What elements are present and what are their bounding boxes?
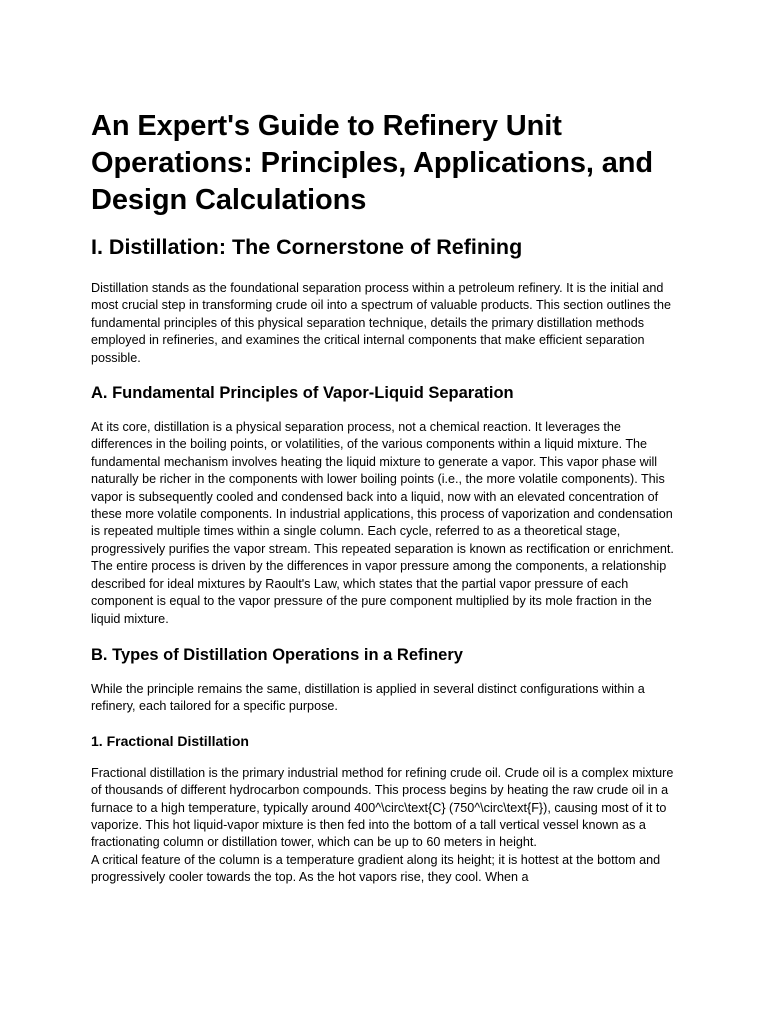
subsection-heading-principles: A. Fundamental Principles of Vapor-Liquid Separation [91,384,514,403]
document-page [91,108,681,887]
fractional-distillation-paragraph-2: A critical feature of the column is a temperature gradient along its height; it is hottest at the bottom and progressively cooler towards the top. As the hot vapors rise, they cool. When a [91,852,661,885]
principles-paragraph: At its core, distillation is a physical separation process, not a chemical reaction. It leverages the differences in the boiling points, or volatilities, of the various components within a liquid mixture. The fundamental mechanism involves heating the liquid mixture to generate a vapor. This vapor phase will naturally be richer in the components with lower boiling points (i.e., the more volatile components). This vapor is subsequently cooled and condensed back into a liquid, now with an elevated concentration of these more volatile components. In industrial applications, this process of vaporization and condensation is repeated multiple times within a single column. Each cycle, referred to as a theoretical stage, progressively purifies the vapor stream. This repeated separation is known as rectification or enrichment. The entire process is driven by the differences in vapor pressure among the components, a relationship described for ideal mixtures by Raoult's Law, which states that the partial vapor pressure of each component is equal to the vapor pressure of the pure component multiplied by its mole fraction in the liquid mixture. [91,420,674,626]
subsection-heading-types: B. Types of Distillation Operations in a Refinery [91,645,463,664]
section-intro-paragraph: Distillation stands as the foundational separation process within a petroleum refinery. It is the initial and most crucial step in transforming crude oil into a spectrum of valuable products. This section outlines the fundamental principles of this physical separation technique, details the primary distillation methods employed in refineries, and examines the critical internal components that make efficient separation possible. [91,281,672,365]
types-paragraph: While the principle remains the same, distillation is applied in several distinct configurations within a refinery, each tailored for a specific purpose. [91,681,645,714]
item-heading-fractional-distillation: 1. Fractional Distillation [91,732,249,749]
document-title: An Expert's Guide to Refinery Unit Operations: Principles, Applications, and Design Calculations [91,110,654,216]
section-heading-distillation: I. Distillation: The Cornerstone of Refining [91,235,523,259]
fractional-distillation-paragraph-1: Fractional distillation is the primary industrial method for refining crude oil. Crude oil is a complex mixture of thousands of different hydrocarbon compounds. This process begins by heating the raw crude oil in a furnace to a high temperature, typically around 400^\circ\text{C} (750^\circ\text{F}), causing most of it to vaporize. This hot liquid-vapor mixture is then fed into the bottom of a tall vertical vessel known as a fractionating column or distillation tower, which can be up to 60 meters in height. [91,765,674,850]
